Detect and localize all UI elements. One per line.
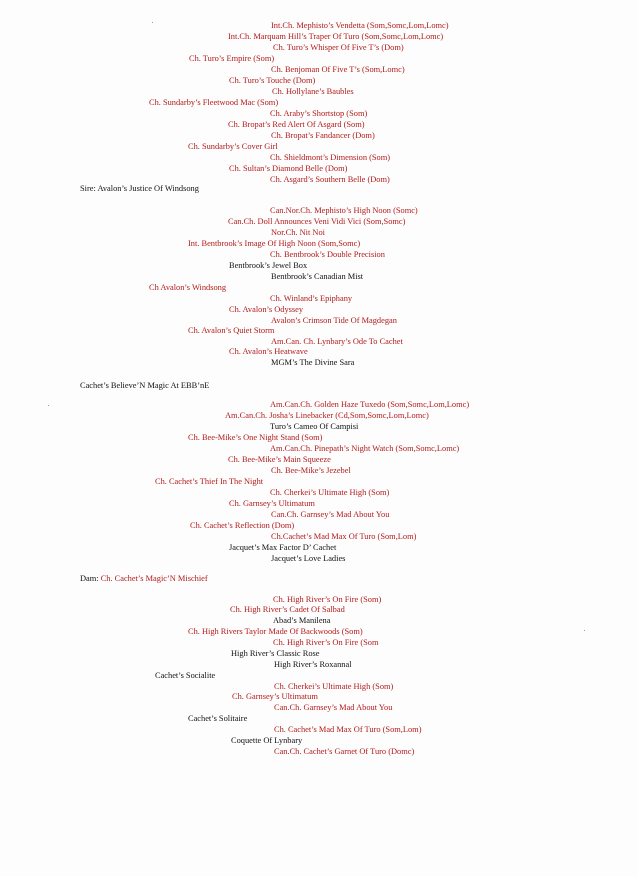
pedigree-entry: Int. Bentbrook’s Image Of High Noon (Som,Somc) bbox=[188, 239, 361, 248]
pedigree-entry: Am.Can.Ch. Golden Haze Tuxedo (Som,Somc,Lom,Lomc) bbox=[270, 400, 470, 409]
pedigree-entry: Can.Ch. Cachet’s Garnet Of Turo (Domc) bbox=[274, 747, 415, 756]
pedigree-entry: Ch. Asgard’s Southern Belle (Dom) bbox=[270, 175, 390, 184]
pedigree-entry: Ch. Sultan’s Diamond Belle (Dom) bbox=[229, 164, 348, 173]
pedigree-entry: Bentbrook’s Canadian Mist bbox=[271, 272, 364, 281]
pedigree-entry: Coquette Of Lynbary bbox=[231, 736, 303, 745]
speck bbox=[584, 630, 585, 631]
pedigree-entry: Jacquet’s Max Factor D’ Cachet bbox=[229, 543, 337, 552]
pedigree-entry: Ch. Sundarby’s Cover Girl bbox=[188, 142, 278, 151]
pedigree-entry: Am.Can. Ch. Lynbary’s Ode To Cachet bbox=[271, 337, 403, 346]
pedigree-entry: Turo’s Cameo Of Campisi bbox=[270, 422, 359, 431]
pedigree-entry: Ch. Turo’s Touche (Dom) bbox=[229, 76, 316, 85]
pedigree-entry: Ch. Sundarby’s Fleetwood Mac (Som) bbox=[149, 98, 279, 107]
sire-label: Sire: Avalon’s Justice Of Windsong bbox=[80, 184, 199, 193]
pedigree-entry: Cachet’s Socialite bbox=[155, 671, 216, 680]
pedigree-entry: Cachet’s Solitaire bbox=[188, 714, 248, 723]
pedigree-entry: Ch. High River’s Cadet Of Salbad bbox=[230, 605, 345, 614]
pedigree-entry: Ch. Bee-Mike’s Main Squeeze bbox=[228, 455, 331, 464]
pedigree-entry: Ch. Avalon’s Odyssey bbox=[229, 305, 304, 314]
pedigree-entry: Jacquet’s Love Ladies bbox=[271, 554, 346, 563]
pedigree-entry: High River’s Classic Rose bbox=[231, 649, 320, 658]
pedigree-entry: Can.Nor.Ch. Mephisto’s High Noon (Somc) bbox=[270, 206, 418, 215]
pedigree-entry: Can.Ch. Doll Announces Veni Vidi Vici (Som,Somc) bbox=[228, 217, 406, 226]
pedigree-entry: Ch. High River’s On Fire (Som) bbox=[273, 595, 382, 604]
pedigree-entry: Ch Avalon’s Windsong bbox=[149, 283, 227, 292]
pedigree-entry: Am.Can.Ch. Josha’s Linebacker (Cd,Som,Somc,Lom,Lomc) bbox=[225, 411, 429, 420]
pedigree-entry: Avalon’s Crimson Tide Of Magdegan bbox=[271, 316, 397, 325]
pedigree-entry: Nor.Ch. Nit Noi bbox=[271, 228, 325, 237]
speck bbox=[152, 22, 153, 23]
dam-row bbox=[80, 574, 208, 584]
pedigree-entry: Ch. Cherkei’s Ultimate High (Som) bbox=[270, 488, 390, 497]
pedigree-entry: Ch. Garnsey’s Ultimatum bbox=[232, 692, 318, 701]
pedigree-entry: MGM’s The Divine Sara bbox=[271, 358, 355, 367]
dam-label: Dam: bbox=[80, 574, 101, 583]
pedigree-entry: Ch. Turo’s Empire (Som) bbox=[189, 54, 275, 63]
speck bbox=[48, 405, 49, 406]
pedigree-entry: Ch. Cachet’s Mad Max Of Turo (Som,Lom) bbox=[274, 725, 422, 734]
pedigree-entry: Ch. Benjoman Of Five T’s (Som,Lomc) bbox=[271, 65, 405, 74]
pedigree-entry: Ch. Cachet’s Thief In The Night bbox=[155, 477, 264, 486]
pedigree-entry: Ch. Cachet’s Reflection (Dom) bbox=[190, 521, 295, 530]
pedigree-entry: Ch. Bee-Mike’s One Night Stand (Som) bbox=[188, 433, 323, 442]
pedigree-entry: Ch. Cherkei’s Ultimate High (Som) bbox=[274, 682, 394, 691]
pedigree-entry: Ch. Garnsey’s Ultimatum bbox=[229, 499, 315, 508]
pedigree-entry: Abad’s Manilena bbox=[273, 616, 331, 625]
pedigree-entry: Ch. Avalon’s Heatwave bbox=[229, 347, 308, 356]
pedigree-entry: Int.Ch. Mephisto’s Vendetta (Som,Somc,Lom,Lomc) bbox=[271, 21, 449, 30]
dam-name: Ch. Cachet’s Magic’N Mischief bbox=[100, 574, 208, 583]
pedigree-entry: Ch. Avalon’s Quiet Storm bbox=[188, 326, 275, 335]
pedigree-entry: Ch. Turo’s Whisper Of Five T’s (Dom) bbox=[273, 43, 404, 52]
pedigree-entry: Ch.Cachet’s Mad Max Of Turo (Som,Lom) bbox=[271, 532, 417, 541]
pedigree-entry: Ch. High Rivers Taylor Made Of Backwoods (Som) bbox=[188, 627, 363, 636]
pedigree-entry: Ch. Bee-Mike’s Jezebel bbox=[271, 466, 351, 475]
pedigree-entry: Ch. Bropat’s Fandancer (Dom) bbox=[271, 131, 375, 140]
pedigree-entry: Ch. Shieldmont’s Dimension (Som) bbox=[270, 153, 391, 162]
subject-dog-name: Cachet’s Believe’N Magic At EBB’nE bbox=[80, 381, 210, 390]
pedigree-entry: Ch. Winland’s Epiphany bbox=[270, 294, 353, 303]
pedigree-entry: Ch. Araby’s Shortstop (Som) bbox=[270, 109, 368, 118]
pedigree-entry: Ch. Bropat’s Red Alert Of Asgard (Som) bbox=[228, 120, 365, 129]
pedigree-entry: Ch. High River’s On Fire (Som bbox=[273, 638, 379, 647]
pedigree-entry: Can.Ch. Garnsey’s Mad About You bbox=[271, 510, 390, 519]
pedigree-entry: Ch. Hollylane’s Baubles bbox=[272, 87, 354, 96]
pedigree-entry: Int.Ch. Marquam Hill’s Traper Of Turo (Som,Somc,Lom,Lomc) bbox=[228, 32, 444, 41]
pedigree-entry: Am.Can.Ch. Pinepath’s Night Watch (Som,Somc,Lomc) bbox=[270, 444, 460, 453]
pedigree-entry: High River’s Roxannal bbox=[274, 660, 352, 669]
pedigree-entry: Ch. Bentbrook’s Double Precision bbox=[270, 250, 385, 259]
pedigree-entry: Bentbrook’s Jewel Box bbox=[229, 261, 308, 270]
pedigree-entry: Can.Ch. Garnsey’s Mad About You bbox=[274, 703, 393, 712]
